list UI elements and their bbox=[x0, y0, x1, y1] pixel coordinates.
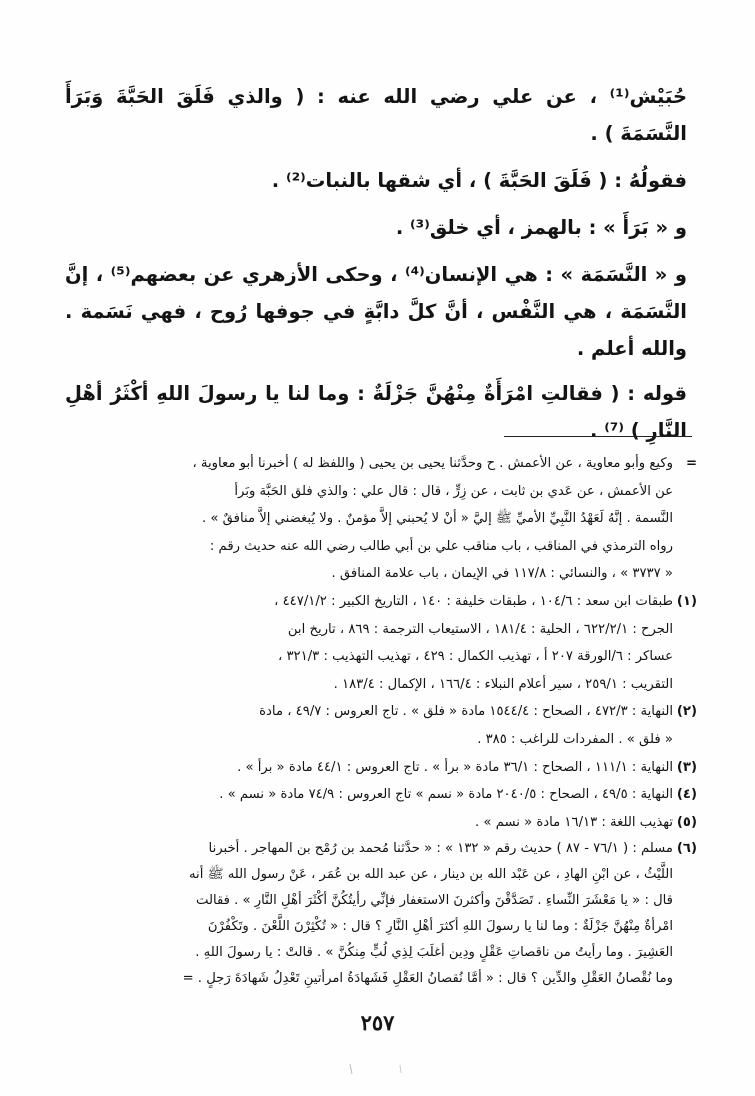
footnote-line: طبقات ابن سعد : ١٠٤/٦ ، طبقات خليفة : ١٤٠ ، التاريخ الكبير : ٤٤٧/١/٢ ، bbox=[274, 593, 673, 609]
scan-specks bbox=[340, 1062, 460, 1076]
footnotes bbox=[62, 450, 697, 992]
footnote-label: (٣) bbox=[676, 759, 697, 775]
footnote-label: (٤) bbox=[676, 787, 697, 803]
footnote-line: وكيع وأبو معاوية ، عن الأعمش . ح وحدَّثنا يحيى بن يحيى ( واللفظ له ) أخبرنا أبو معاوية ، bbox=[192, 456, 673, 471]
footnote-line: رواه الترمذي في المناقب ، باب مناقب علي بن أبي طالب رضي الله عنه حديث رقم : bbox=[209, 538, 673, 554]
footnote-line: امْرأةٌ مِنْهُنَّ جَزْلَةٌ : وما لنا يا رسولَ اللهِ أكثرَ أهْلِ النَّارِ ؟ قال : « تُكْثِرْنَ اللَّعْنَ . وتَكْفُرْنَ bbox=[207, 919, 673, 935]
footnote-line: النهاية : ١١١/١ ، الصحاح : ٣٦/١ مادة « برأ » . تاج العروس : ٤٤/١ مادة « برأ » . bbox=[237, 759, 673, 775]
footnote-2 bbox=[62, 698, 697, 753]
footnote-4 bbox=[62, 781, 697, 809]
footnote-line: مسلم : ( ٧٦/١ - ٨٧ ) حديث رقم « ١٣٢ » : « حدَّثنا مُحمد بن رُمْح بن المهاجر . أخبرنا bbox=[208, 841, 673, 857]
main-paragraph-2: فقولُهُ : ( فَلَقَ الحَبَّةَ ) ، أي شقها بالنبات⁽²⁾ . bbox=[271, 169, 687, 192]
footnote-line: اللَّيْثُ ، عن ابْنِ الهادِ ، عن عَبْد الله بن دينار ، عن عبد الله بن عُمَر ، عَنْ رسول الله ﷺ أنه bbox=[188, 867, 673, 883]
page-number: ٢٥٧ bbox=[360, 1010, 395, 1035]
footnote-line: التقريب : ٢٥٩/١ ، سير أعلام النبلاء : ١٦٦/٤ ، الإكمال : ١٨٣/٤ . bbox=[333, 676, 673, 692]
footnote-line: قال : « يا مَعْشَرَ النِّساءِ . تَصَدَّقْنَ وأكثرنَ الاستغفار فإنِّي رأيتُكُنَّ أكْثَرَ أهْلِ النَّارِ » . فقالت bbox=[196, 893, 673, 909]
footnote-line: وما نُقْصانُ العَقْلِ والدِّين ؟ قال : « أمَّا نُقصانُ العَقْلِ فَشَهادَةُ امرأتينِ تَعْدِلُ شَهادَةَ رَجلٍ . = bbox=[182, 971, 673, 987]
main-paragraph-4: و « النَّسَمَة » : هي الإنسان⁽⁴⁾ ، وحكى الأزهري عن بعضهم⁽⁵⁾ ، إنَّ النَّسَمَة ، هي النَّفْس ، أنَّ كلَّ دابَّةٍ في جوفها رُوح ، فهي نَسَمة . والله أعلم . bbox=[65, 263, 687, 360]
footnote-line: الجرح : ٦٢٢/٢/١ ، الحلية : ١٨١/٤ ، الاستيعاب الترجمة : ٨٦٩ ، تاريخ ابن bbox=[287, 621, 673, 637]
footnote-3 bbox=[62, 754, 697, 782]
footnote-line: تهذيب اللغة : ١٦/١٣ مادة « نسم » . bbox=[475, 814, 673, 830]
footnote-6 bbox=[62, 836, 697, 992]
main-paragraph-1: حُبَيْش⁽¹⁾ ، عن علي رضي الله عنه : ( والذي فَلَقَ الحَبَّةَ وَبَرَأَ النَّسَمَةَ ) . bbox=[65, 85, 687, 145]
footnote-label: (١) bbox=[676, 593, 697, 609]
footnote-line: النهاية : ٤٩/٥ ، الصحاح : ٢٠٤٠/٥ مادة « نسم » تاج العروس : ٧٤/٩ مادة « نسم » . bbox=[219, 787, 673, 803]
footnote-line: عن الأعمش ، عن عَدي بن ثابت ، عن زِرٍّ ، قال : قال علي : والذي فلق الحَبَّة وبَرأ bbox=[234, 483, 673, 499]
footnote-line: العَشِيرَ . وما رأيتُ من ناقصاتِ عَقْلٍ ودِين أغلَبَ لِذِي لُبٍّ مِنكُنَّ » . قالتْ : يا رسولَ اللهِ . bbox=[195, 945, 673, 961]
footnote-line: عساكر : ٦/الورقة ٢٠٧ أ ، تهذيب الكمال : ٤٢٩ ، تهذيب التهذيب : ٣٢١/٣ ، bbox=[278, 649, 673, 665]
footnote-label: (٦) bbox=[676, 841, 697, 857]
footnote-1 bbox=[62, 588, 697, 698]
footnote-line: النهاية : ٤٧٢/٣ ، الصحاح : ١٥٤٤/٤ مادة « فلق » . تاج العروس : ٤٩/٧ ، مادة bbox=[259, 704, 673, 720]
main-text bbox=[65, 78, 687, 449]
footnote-line: « ٣٧٣٧ » ، والنسائي : ١١٧/٨ في الإيمان ، باب علامة المنافق . bbox=[331, 566, 673, 582]
footnote-line: « فلق » . المفردات للراغب : ٣٨٥ . bbox=[477, 731, 673, 747]
footnote-separator bbox=[504, 436, 692, 437]
footnote-continuation bbox=[62, 450, 697, 588]
footnote-label: (٢) bbox=[676, 704, 697, 720]
footnote-5 bbox=[62, 809, 697, 837]
footnote-line: النَّسمة . إنَّهُ لَعَهْدُ النَّبِيِّ الأميِّ ﷺ إليَّ « أنْ لا يُحبني إلاَّ مؤمنٌ . ولا يُبغضني إلاَّ منافقٌ » . bbox=[202, 511, 673, 527]
main-paragraph-5: قوله : ( فقالتِ امْرَأَةٌ مِنْهُنَّ جَزْلَةٌ : وما لنا يا رسولَ اللهِ أكْثَرُ أهْلِ النَّارِ ) ⁽⁷⁾ . bbox=[65, 382, 687, 442]
continuation-mark: = bbox=[685, 456, 697, 471]
main-paragraph-3: و « بَرَأَ » : بالهمز ، أي خلق⁽³⁾ . bbox=[395, 216, 687, 239]
footnote-label: (٥) bbox=[676, 814, 697, 830]
